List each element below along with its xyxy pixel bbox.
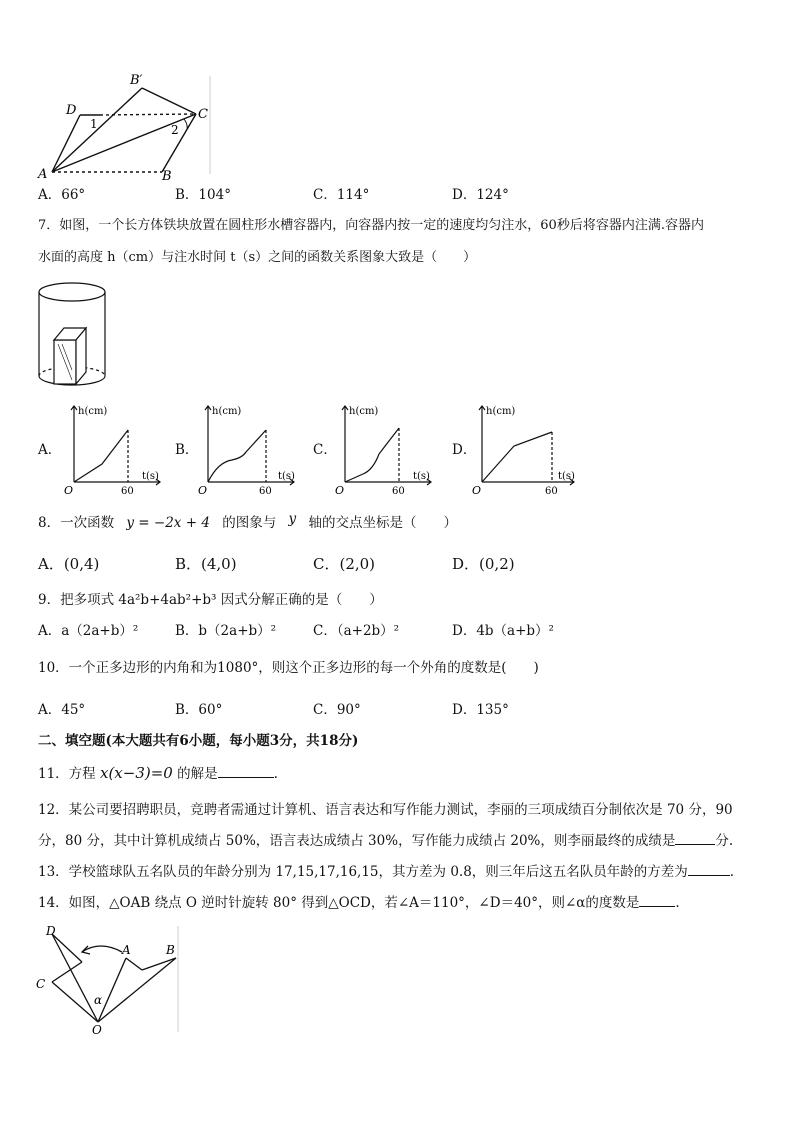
q12-answer-blank[interactable] bbox=[675, 830, 715, 845]
q7-a-ylabel: h(cm) bbox=[78, 406, 108, 417]
q10-option-a: A．45° bbox=[38, 702, 86, 718]
q7-d-tick: 60 bbox=[545, 486, 558, 497]
q7-text-line2: 水面的高度 h（cm）与注水时间 t（s）之间的函数关系图象大致是（ ） bbox=[38, 250, 477, 265]
q9-option-c: C．（a+2b）² bbox=[313, 623, 400, 639]
q6-label-B: B bbox=[162, 169, 172, 182]
q9-option-a: A．a（2a+b）² bbox=[38, 623, 139, 639]
q8-func: y = −2x + 4 bbox=[126, 515, 210, 531]
q13-end: . bbox=[729, 864, 735, 880]
q13-body: 13．学校篮球队五名队员的年龄分别为 17,15,17,16,15，其方差为 0.8，则三年后这五名队员年龄的方差为 bbox=[38, 864, 688, 880]
q11-answer-blank[interactable] bbox=[218, 763, 274, 778]
q7-d-ylabel: h(cm) bbox=[486, 406, 516, 417]
q6-figure bbox=[30, 70, 220, 182]
q7-option-d: D． bbox=[452, 442, 477, 458]
q7-b-tick: 60 bbox=[259, 486, 272, 497]
q14-label-D: D bbox=[46, 924, 56, 938]
q11-equation: x(x−3)=0 bbox=[99, 764, 173, 782]
q9-option-d: D．4b（a+b）² bbox=[452, 623, 554, 639]
q6-option-c: C．114° bbox=[313, 187, 370, 203]
q7-c-xlabel: t(s) bbox=[413, 471, 430, 482]
q6-label-A: A bbox=[38, 167, 48, 182]
q6-label-Bp: B′ bbox=[130, 73, 143, 88]
q7-d-origin: O bbox=[472, 484, 482, 497]
q12-text-line1: 12．某公司要招聘职员，竞聘者需通过计算机、语言表达和写作能力测试，李丽的三项成绩百分制依次是 70 分，90 bbox=[38, 802, 733, 818]
q9-text: 9．把多项式 4a²b+4ab²+b³ 因式分解正确的是（ ） bbox=[38, 592, 383, 608]
q8-option-b: B．(4,0) bbox=[175, 555, 237, 573]
q7-container-figure bbox=[34, 278, 114, 396]
q8-mid: 的图象与 bbox=[222, 515, 277, 531]
q14-label-B: B bbox=[166, 943, 175, 957]
q7-option-a: A． bbox=[38, 442, 62, 458]
q7-b-origin: O bbox=[198, 484, 208, 497]
q14-figure bbox=[30, 922, 190, 1036]
q6-option-d: D．124° bbox=[452, 187, 509, 203]
q6-label-D: D bbox=[66, 103, 77, 118]
q7-c-tick: 60 bbox=[392, 486, 405, 497]
q7-graph-c bbox=[333, 402, 443, 498]
q8-option-d: D．(0,2) bbox=[452, 555, 515, 573]
q8-prefix: 8．一次函数 bbox=[38, 515, 115, 531]
q10-option-d: D．135° bbox=[452, 702, 509, 718]
q14-answer-blank[interactable] bbox=[639, 892, 675, 907]
q7-option-b: B． bbox=[175, 442, 199, 458]
q8-option-a: A．(0,4) bbox=[38, 555, 100, 573]
q13-text bbox=[38, 861, 734, 882]
q10-text: 10．一个正多边形的内角和为1080°，则这个正多边形的每一个外角的度数是( ) bbox=[38, 660, 539, 676]
q14-label-O: O bbox=[92, 1023, 102, 1036]
q9-option-b: B．b（2a+b）² bbox=[175, 623, 277, 639]
q8-option-c: C．(2,0) bbox=[313, 555, 376, 573]
q7-d-xlabel: t(s) bbox=[558, 471, 575, 482]
q7-graph-b bbox=[196, 402, 306, 498]
q7-text-line1: 7．如图，一个长方体铁块放置在圆柱形水槽容器内，向容器内按一定的速度均匀注水，60秒后将容器内注满.容器内 bbox=[38, 218, 704, 233]
q8-axis: y bbox=[288, 511, 297, 527]
q14-end: . bbox=[675, 895, 680, 911]
section2-title: 二、填空题(本大题共有6小题，每小题3分，共18分) bbox=[38, 733, 359, 749]
q6-label-1: 1 bbox=[90, 117, 98, 131]
q12-text-line2 bbox=[38, 830, 733, 851]
q6-option-a: A．66° bbox=[38, 187, 86, 203]
q11-suffix: 的解是 bbox=[177, 766, 218, 782]
q11-end: . bbox=[273, 766, 278, 782]
q14-label-alpha: α bbox=[94, 993, 103, 1007]
q7-b-xlabel: t(s) bbox=[278, 471, 295, 482]
q7-c-ylabel: h(cm) bbox=[349, 406, 379, 417]
q11-text bbox=[38, 763, 278, 784]
q14-label-A: A bbox=[122, 943, 131, 957]
q7-c-origin: O bbox=[335, 484, 345, 497]
q10-option-c: C．90° bbox=[313, 702, 361, 718]
q6-option-b: B．104° bbox=[175, 187, 231, 203]
q7-a-tick: 60 bbox=[121, 486, 134, 497]
q14-label-C: C bbox=[36, 977, 46, 991]
q14-body: 14．如图，△OAB 绕点 O 逆时针旋转 80° 得到△OCD，若∠A＝110°，∠D＝40°，则∠α的度数是 bbox=[38, 895, 640, 911]
q6-label-C: C bbox=[198, 107, 208, 122]
q13-answer-blank[interactable] bbox=[688, 861, 730, 876]
q7-graph-d bbox=[470, 402, 585, 498]
q14-text bbox=[38, 892, 680, 913]
q7-b-ylabel: h(cm) bbox=[212, 406, 242, 417]
q8-suffix: 轴的交点坐标是（ ） bbox=[308, 515, 457, 531]
q11-prefix: 11．方程 bbox=[38, 766, 96, 782]
q7-a-origin: O bbox=[64, 484, 74, 497]
q8-text bbox=[38, 513, 457, 533]
q10-option-b: B．60° bbox=[175, 702, 223, 718]
q12-line2-end: 分. bbox=[715, 833, 734, 849]
q7-graph-a bbox=[62, 402, 172, 498]
q7-a-xlabel: t(s) bbox=[142, 471, 159, 482]
q12-line2-text: 分，80 分，其中计算机成绩占 50%，语言表达成绩占 30%，写作能力成绩占 20%，则李丽最终的成绩是 bbox=[38, 833, 676, 849]
q7-option-c: C． bbox=[313, 442, 337, 458]
q6-label-2: 2 bbox=[171, 123, 179, 137]
